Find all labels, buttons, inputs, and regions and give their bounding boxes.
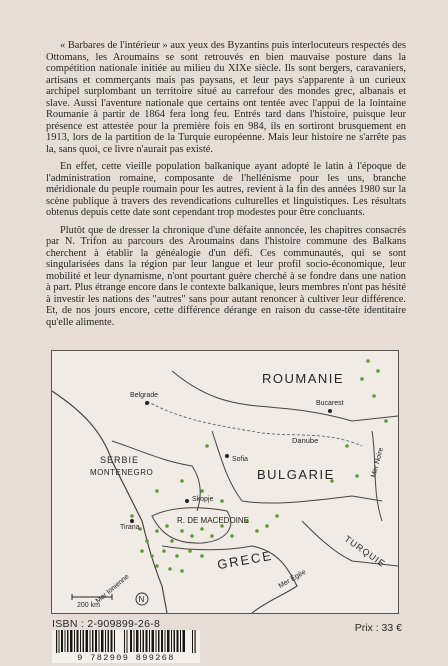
label-bulgarie: BULGARIE (257, 467, 335, 482)
barcode-bars (52, 630, 200, 654)
label-belgrade: Belgrade (130, 392, 159, 399)
label-tirana: Tirana (120, 524, 140, 531)
label-bucarest: Bucarest (316, 400, 344, 407)
blurb-paragraph-2: En effet, cette vieille population balkanique ayant adopté le latin à l'époque de l'administration romaine, composante de l'hellénisme pour les uns, branche méridionale du peuple roumain pour les autres, revient à la fin des années 1980 sur la scène publique à travers des revendications culturelles et linguistiques. Les résultats obtenus depuis cette date sont cependant trop modestes pour être concluants. (46, 161, 406, 218)
label-serbie: SERBIE (100, 455, 140, 465)
blurb-text (46, 40, 406, 334)
label-sofia: Sofia (232, 456, 248, 463)
label-roumanie: ROUMANIE (262, 371, 345, 386)
blurb-paragraph-3: Plutôt que de dresser la chronique d'une défaite annoncée, les chapitres consacrés par N. Trifon au parcours des Aroumains dans l'histoire commune des Balkans cherchent à établir la généalogie d'un défi. Ces communautés, qui se sont singularisées dans la région par leur langue et leur profil socio-économique, leur mobilité et leur dynamisme, n'ont pourtant guère cherché à se fondre dans une nation à part. Plus étrange encore dans le contexte balkanique, leurs membres n'ont pas hésité à investir les nations des "autres" sans pour autant renoncer à cultiver leur différence. Et, de nos jours encore, cette différence dérange en raison du casse-tête identitaire qu'elle alimente. (46, 224, 406, 328)
price-label: Prix : 33 € (354, 622, 402, 634)
balkans-map (51, 350, 399, 614)
adriatic-coast (52, 391, 167, 613)
danube-river (147, 401, 362, 446)
label-mer-noire: Mer Noire (370, 446, 386, 479)
label-montenegro: MONTENEGRO (90, 468, 154, 477)
label-macedoine: R. DE MACEDOINE (177, 516, 250, 525)
label-danube: Danube (292, 436, 319, 445)
label-mer-ionienne: Mer Ionienne (94, 573, 131, 605)
balkans-map-svg (52, 351, 398, 613)
label-skopje: Skopje (192, 496, 214, 503)
label-mer-egee: Mer Égée (277, 568, 308, 590)
barcode (52, 630, 200, 662)
label-turquie: TURQUIE (342, 533, 388, 570)
north-arrow-icon (136, 593, 148, 605)
label-grece: GRECE (215, 547, 274, 573)
isbn-label: ISBN : 2-909899-26-8 (52, 618, 161, 630)
barcode-number: 9 782909 899268 (52, 653, 200, 663)
blurb-paragraph-1: « Barbares de l'intérieur » aux yeux des Byzantins puis interlocuteurs respectés des Ottomans, les Aroumains se sont retrouvés en bien mauvaise posture dans la compétition nationale initiée au milieu du XIXe siècle. Ils sont bergers, caravaniers, artisans et commerçants mais pas paysans, et leur pays s'apparente à un curieux archipel surplombant un territoire situé au carrefour des mondes grec, albanais et slave. Aussi l'aventure nationale que certains ont tentée avec l'appui de la lointaine Roumanie à partir de 1864 fera long feu. Entrés tard dans l'histoire, puisque leur présence est attestée pour la première fois en 984, ils en sortiront brusquement en 1913, lors de la partition de la Turquie européenne. Mais leur histoire ne s'arrête pas la, sans quoi, ce livre n'aurait pas existé. (46, 40, 406, 155)
city-markers (130, 401, 332, 523)
macedonia-border (152, 508, 231, 543)
scale-label: 200 km (77, 602, 100, 609)
svg-text:N: N (138, 595, 145, 604)
